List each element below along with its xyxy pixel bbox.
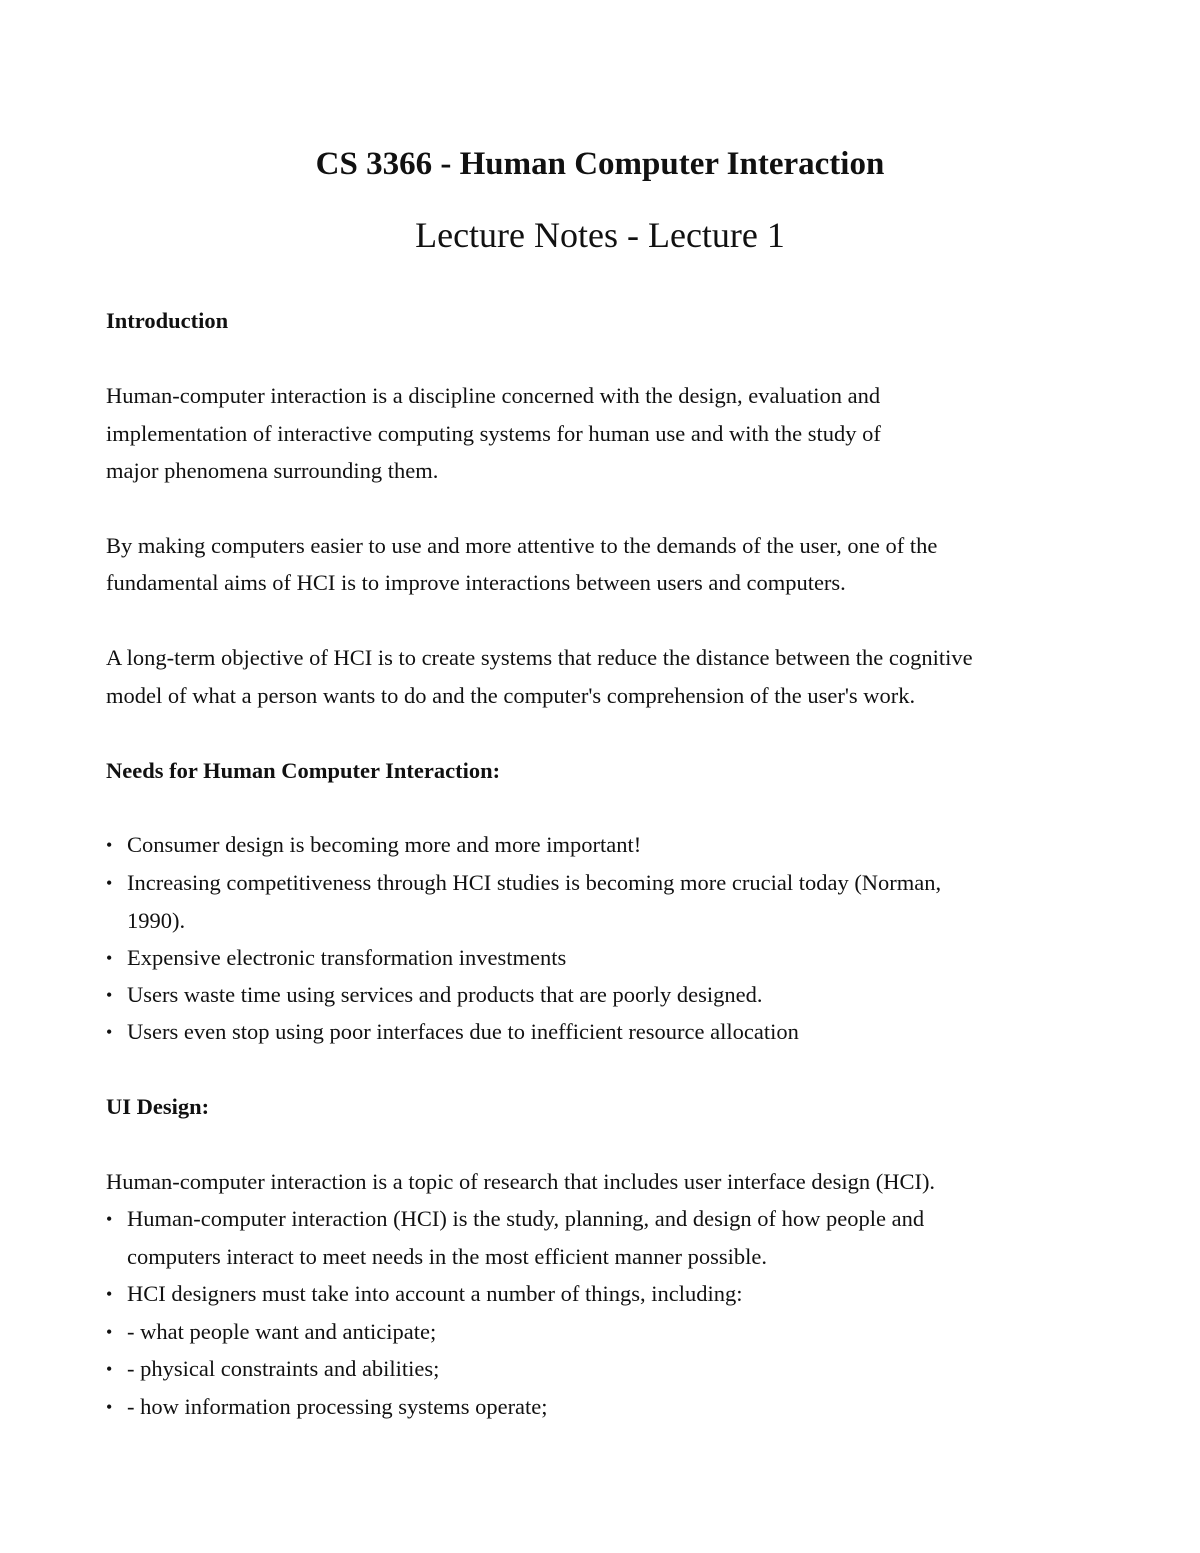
list-item-text-continued: 1990). [127,908,186,933]
bullet-icon: • [106,1022,113,1042]
page-subtitle: Lecture Notes - Lecture 1 [415,215,785,255]
list-item-text-continued: computers interact to meet needs in the most efficient manner possible. [127,1244,768,1269]
bullet-icon: • [106,1284,113,1304]
list-item-text: Users waste time using services and products that are poorly designed. [127,982,763,1007]
bullet-icon: • [106,835,113,855]
bullet-icon: • [106,948,113,968]
list-item-text: Users even stop using poor interfaces due to inefficient resource allocation [127,1019,799,1044]
bullet-icon: • [106,985,113,1005]
list-item-text: - how information processing systems operate; [127,1394,548,1419]
list-item-text: - physical constraints and abilities; [127,1356,440,1381]
list-item-text: Expensive electronic transformation investments [127,945,567,970]
list-item-text: Increasing competitiveness through HCI studies is becoming more crucial today (Norman, [127,870,942,895]
bullet-icon: • [106,873,113,893]
intro-paragraph-1-line-2: implementation of interactive computing systems for human use and with the study of [106,421,881,446]
list-item-text: Human-computer interaction (HCI) is the study, planning, and design of how people and [127,1206,925,1231]
list-item-text: HCI designers must take into account a number of things, including: [127,1281,743,1306]
bullet-icon: • [106,1397,113,1417]
section-heading-needs: Needs for Human Computer Interaction: [106,758,501,783]
intro-paragraph-1-line-3: major phenomena surrounding them. [106,458,439,483]
list-item-text: - what people want and anticipate; [127,1319,437,1344]
ui-design-intro: Human-computer interaction is a topic of research that includes user interface design (HCI). [106,1169,936,1194]
section-heading-ui-design: UI Design: [106,1094,210,1119]
section-heading-introduction: Introduction [106,308,229,333]
intro-paragraph-2-line-1: By making computers easier to use and more attentive to the demands of the user, one of the [106,533,938,558]
bullet-icon: • [106,1209,113,1229]
bullet-icon: • [106,1359,113,1379]
intro-paragraph-3-line-2: model of what a person wants to do and the computer's comprehension of the user's work. [106,683,916,708]
intro-paragraph-2-line-2: fundamental aims of HCI is to improve interactions between users and computers. [106,570,846,595]
intro-paragraph-3-line-1: A long-term objective of HCI is to create systems that reduce the distance between the cognitive [106,645,973,670]
intro-paragraph-1-line-1: Human-computer interaction is a discipline concerned with the design, evaluation and [106,383,881,408]
bullet-icon: • [106,1322,113,1342]
page-title: CS 3366 - Human Computer Interaction [315,146,885,182]
list-item-text: Consumer design is becoming more and more important! [127,832,642,857]
